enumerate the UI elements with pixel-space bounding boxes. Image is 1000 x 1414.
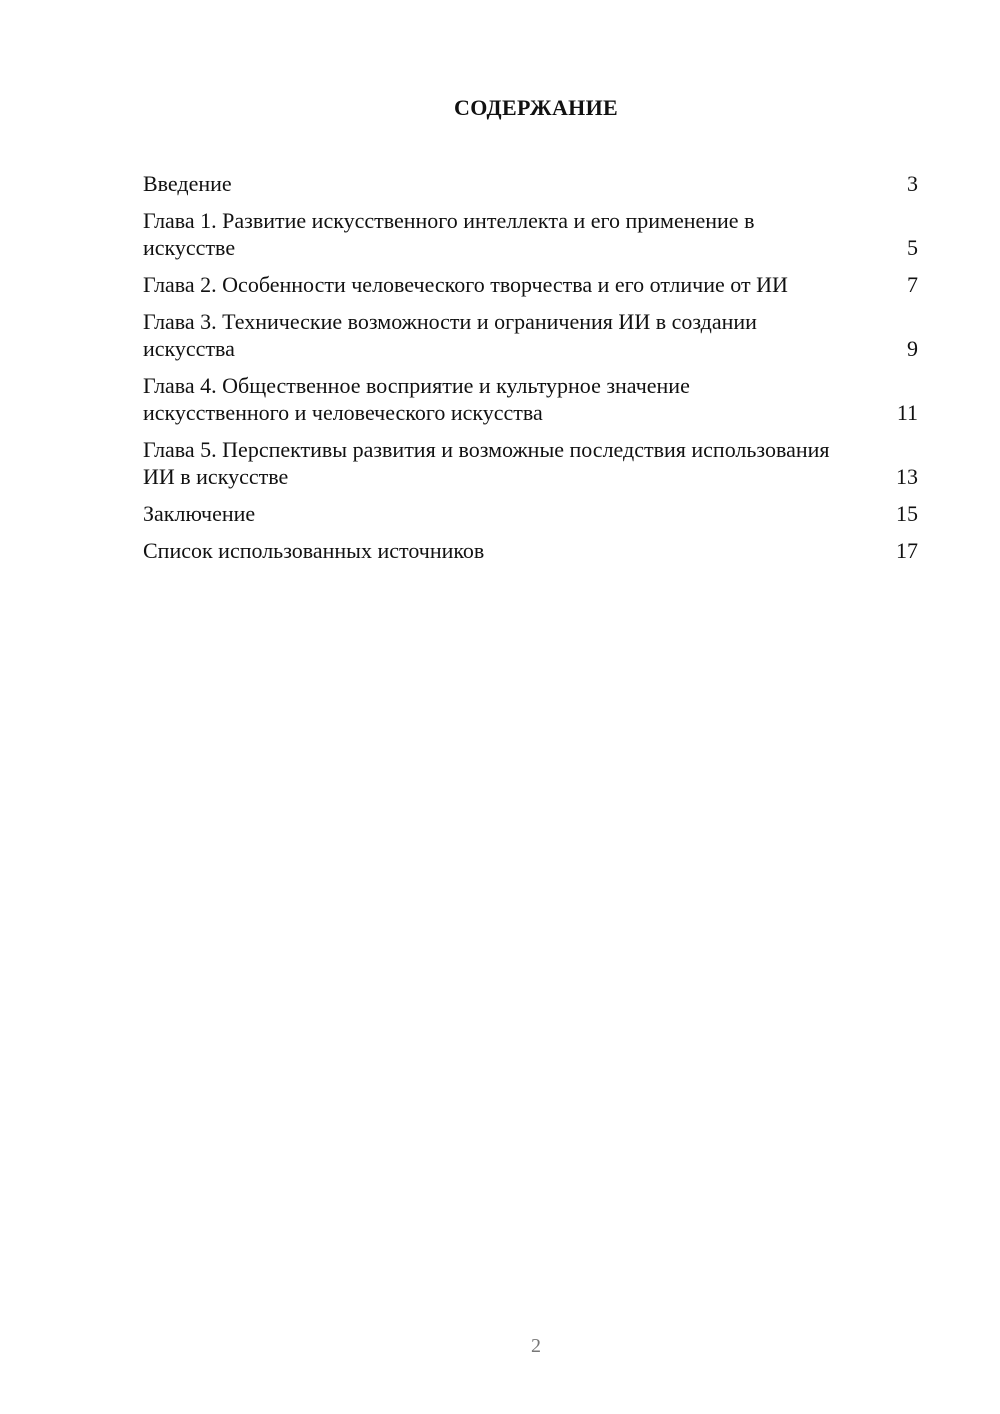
toc-entry-chapter-5[interactable] (143, 436, 918, 490)
toc-entry-page: 9 (907, 336, 918, 361)
toc-entry-page: 13 (896, 464, 918, 489)
toc-entry-introduction[interactable] (143, 170, 918, 197)
toc-entry-page: 7 (907, 272, 918, 297)
toc-entry-text: Глава 4. Общественное восприятие и культурное значение искусственного и человеческого искусства (143, 373, 690, 425)
toc-entry-references[interactable] (143, 537, 918, 564)
toc-entry-text: Глава 1. Развитие искусственного интеллекта и его применение в искусстве (143, 208, 755, 260)
toc-entry-chapter-1[interactable] (143, 207, 918, 261)
page-title: СОДЕРЖАНИЕ (454, 95, 618, 120)
toc-entry-page: 17 (896, 538, 918, 563)
toc-entry-chapter-3[interactable] (143, 308, 918, 362)
toc-entry-page: 5 (907, 235, 918, 260)
toc-entry-text: Введение (143, 171, 232, 196)
toc-entry-page: 15 (896, 501, 918, 526)
toc-entry-chapter-4[interactable] (143, 372, 918, 426)
toc-entry-text: Глава 2. Особенности человеческого творчества и его отличие от ИИ (143, 272, 788, 297)
toc-entry-text: Глава 5. Перспективы развития и возможные последствия использования ИИ в искусстве (143, 437, 830, 489)
toc-entry-text: Список использованных источников (143, 538, 485, 563)
toc-entry-page: 11 (896, 400, 918, 425)
toc-entry-page: 3 (907, 171, 918, 196)
toc-entry-text: Заключение (143, 501, 256, 526)
toc-entry-conclusion[interactable] (143, 500, 918, 527)
page-number: 2 (531, 1335, 541, 1357)
toc-entry-text: Глава 3. Технические возможности и ограничения ИИ в создании искусства (143, 309, 757, 361)
table-of-contents (143, 170, 918, 574)
toc-entry-chapter-2[interactable] (143, 271, 918, 298)
